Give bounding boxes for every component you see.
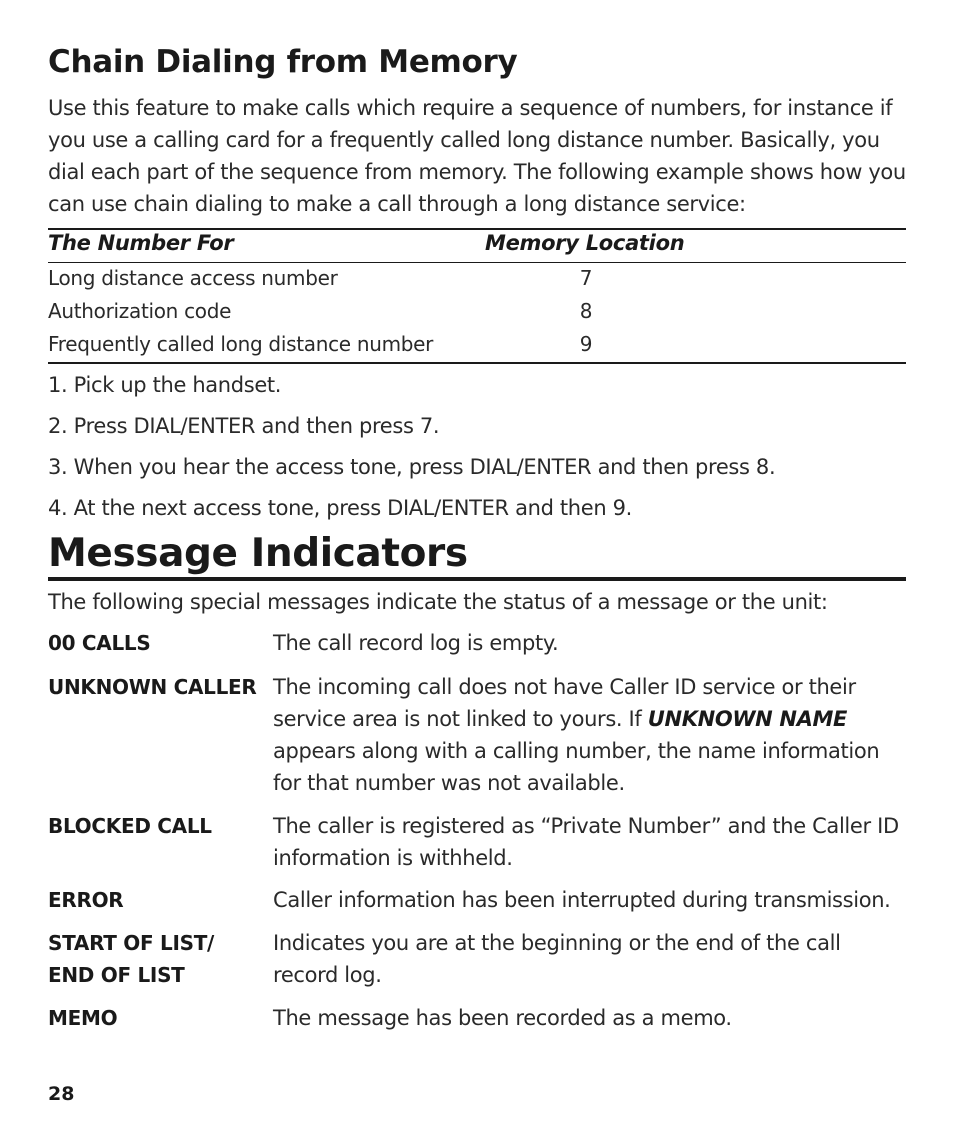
table-bottom-rule xyxy=(48,362,906,364)
indicator-item xyxy=(48,884,906,927)
table-row xyxy=(48,263,906,296)
indicator-term: MEMO xyxy=(48,1006,118,1030)
unknown-name-emphasis: UNKNOWN NAME xyxy=(647,707,848,731)
indicator-term: ERROR xyxy=(48,888,124,912)
number-for-cell: Authorization code xyxy=(48,299,232,323)
description-text: The incoming call does not have Caller ID service or their service area is not linked to yours. If xyxy=(273,675,856,731)
number-for-cell: Frequently called long distance number xyxy=(48,332,434,356)
message-indicator-list xyxy=(48,627,906,1042)
indicator-item xyxy=(48,671,906,810)
chain-dialing-heading: Chain Dialing from Memory xyxy=(48,44,518,80)
indicator-description: The caller is registered as “Private Number” and the Caller ID information is withheld. xyxy=(273,814,899,870)
number-for-cell: Long distance access number xyxy=(48,266,338,290)
column-header-number-for: The Number For xyxy=(48,231,234,255)
memory-location-cell: 9 xyxy=(579,332,593,356)
step-item: 4. At the next access tone, press DIAL/ENTER and then 9. xyxy=(48,496,632,520)
table-row xyxy=(48,296,906,329)
indicator-description: Caller information has been interrupted during transmission. xyxy=(273,888,891,912)
message-indicators-intro: The following special messages indicate the status of a message or the unit: xyxy=(48,590,828,614)
step-item: 2. Press DIAL/ENTER and then press 7. xyxy=(48,414,440,438)
indicator-term-line: START OF LIST/ xyxy=(48,931,215,955)
indicator-item xyxy=(48,927,906,1002)
indicator-term xyxy=(48,927,268,991)
indicator-description: Indicates you are at the beginning or the end of the call record log. xyxy=(273,931,841,987)
table-row xyxy=(48,329,906,362)
indicator-description: The call record log is empty. xyxy=(273,631,559,655)
indicator-item xyxy=(48,1002,906,1042)
indicator-item xyxy=(48,810,906,884)
memory-location-cell: 7 xyxy=(579,266,593,290)
indicator-term: UNKNOWN CALLER xyxy=(48,675,257,699)
step-item: 1. Pick up the handset. xyxy=(48,373,282,397)
memory-location-table xyxy=(48,228,906,364)
indicator-term: BLOCKED CALL xyxy=(48,814,212,838)
indicator-term: 00 CALLS xyxy=(48,631,151,655)
chain-dialing-steps xyxy=(48,370,775,534)
indicator-description xyxy=(273,671,906,799)
page-number: 28 xyxy=(48,1083,75,1105)
indicator-term-line: END OF LIST xyxy=(48,963,185,987)
table-header-row xyxy=(48,230,906,263)
message-indicators-heading: Message Indicators xyxy=(48,532,906,581)
description-text: appears along with a calling number, the name information for that number was not available. xyxy=(273,739,880,795)
step-item: 3. When you hear the access tone, press DIAL/ENTER and then press 8. xyxy=(48,455,776,479)
column-header-memory-location: Memory Location xyxy=(485,231,685,255)
chain-dialing-intro: Use this feature to make calls which require a sequence of numbers, for instance if you use a calling card for a frequently called long distance number. Basically, you dial each part of the sequence from memory. The following example shows how you can use chain dialing to make a call through a long distance service: xyxy=(48,96,906,216)
indicator-description: The message has been recorded as a memo. xyxy=(273,1006,732,1030)
indicator-item xyxy=(48,627,906,671)
memory-location-cell: 8 xyxy=(579,299,593,323)
